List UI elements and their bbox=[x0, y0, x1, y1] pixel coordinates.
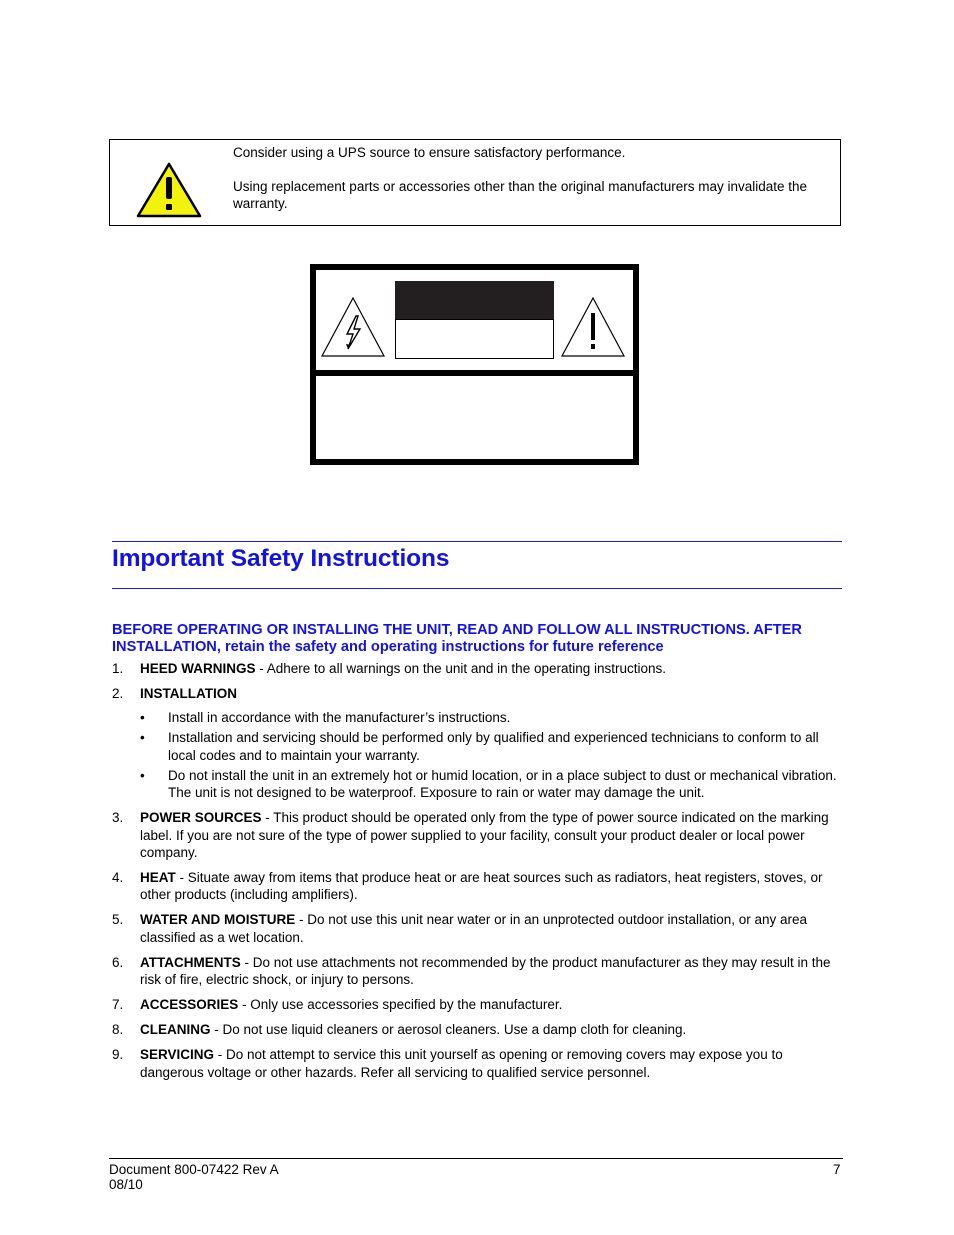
list-item-number: 5. bbox=[112, 912, 124, 928]
label-header-white-panel bbox=[395, 319, 554, 359]
exclamation-triangle-icon bbox=[560, 296, 626, 361]
bullet-text: Installation and servicing should be performed only by qualified and experienced technicians to conform to all local codes and to maintain your warranty. bbox=[168, 730, 819, 763]
list-item-body bbox=[140, 870, 823, 902]
list-item-number: 3. bbox=[112, 810, 124, 826]
bullet-dot: • bbox=[140, 710, 145, 726]
list-item-text: - Only use accessories specified by the manufacturer. bbox=[238, 997, 563, 1013]
list-item-title: HEAT bbox=[140, 870, 176, 886]
list-item-body bbox=[140, 810, 829, 860]
bullet-item bbox=[140, 709, 842, 726]
list-item-body bbox=[140, 1022, 686, 1037]
list-item bbox=[112, 996, 842, 1013]
list-item-number: 1. bbox=[112, 661, 124, 676]
bullet-dot: • bbox=[140, 767, 145, 783]
bullet-text: Install in accordance with the manufacturer’s instructions. bbox=[168, 710, 511, 726]
caution-text-warranty: Using replacement parts or accessories other than the original manufacturers may invalidate the warranty. bbox=[233, 179, 808, 211]
list-item-title: POWER SOURCES bbox=[140, 810, 262, 826]
list-item-title: CLEANING bbox=[140, 1022, 211, 1038]
list-item-body bbox=[140, 955, 831, 987]
footer-document-number: Document 800-07422 Rev A bbox=[109, 1162, 279, 1177]
page-title: Important Safety Instructions bbox=[112, 545, 450, 572]
instruction-list bbox=[112, 660, 842, 1089]
bullet-item bbox=[140, 767, 842, 802]
list-item-body bbox=[140, 661, 666, 676]
list-item-title: WATER AND MOISTURE bbox=[140, 912, 296, 928]
intro-instruction: BEFORE OPERATING OR INSTALLING THE UNIT, READ AND FOLLOW ALL INSTRUCTIONS. AFTER INSTALLATION, retain the safety and operating instructions for future reference bbox=[112, 622, 802, 655]
list-item-text: - Do not use attachments not recommended by the product manufacturer as they may result in the risk of fire, electric shock, or injury to persons. bbox=[140, 954, 831, 988]
list-item-title: ACCESSORIES bbox=[140, 997, 239, 1013]
warning-triangle-icon bbox=[136, 162, 202, 221]
list-item-body bbox=[140, 912, 807, 944]
list-item bbox=[112, 809, 842, 861]
list-item bbox=[112, 1021, 842, 1038]
label-top-section bbox=[316, 270, 633, 370]
electric-shock-warning-label bbox=[310, 264, 639, 465]
list-item-number: 8. bbox=[112, 1022, 124, 1038]
heading-bottom-rule bbox=[112, 588, 842, 589]
list-item-number: 7. bbox=[112, 997, 124, 1013]
list-item bbox=[112, 954, 842, 989]
list-item-title: INSTALLATION bbox=[140, 686, 237, 701]
list-item-text: - Do not attempt to service this unit yourself as opening or removing covers may expose you to dangerous voltage or other hazards. Refer all servicing to qualified service personnel. bbox=[140, 1047, 783, 1080]
heading-top-rule bbox=[112, 541, 842, 542]
list-item-text: - Situate away from items that produce heat or are heat sources such as radiators, heat registers, stoves, or other products (including amplifiers). bbox=[140, 870, 823, 903]
list-item-number: 6. bbox=[112, 954, 124, 970]
bullet-dot: • bbox=[140, 730, 145, 746]
list-item bbox=[112, 685, 842, 802]
list-item-number: 9. bbox=[112, 1047, 124, 1063]
list-item-body bbox=[140, 1047, 783, 1079]
list-item bbox=[112, 1046, 842, 1081]
list-item-body bbox=[140, 686, 237, 701]
list-item bbox=[112, 911, 842, 946]
list-item-body bbox=[140, 997, 562, 1012]
list-item-number: 2. bbox=[112, 686, 124, 701]
list-item bbox=[112, 869, 842, 904]
list-item-text: - Do not use this unit near water or in an unprotected outdoor installation, or any area classified as a wet location. bbox=[140, 912, 808, 945]
list-item bbox=[112, 660, 842, 677]
footer-rule bbox=[109, 1158, 843, 1159]
installation-bullet-list bbox=[140, 709, 842, 801]
list-item-number: 4. bbox=[112, 870, 124, 886]
list-item-text: - This product should be operated only from the type of power source indicated on the marking label. If you are not sure of the type of power supplied to your facility, consult your product dealer or local power company. bbox=[140, 810, 829, 861]
caution-box bbox=[109, 139, 841, 226]
list-item-text: - Do not use liquid cleaners or aerosol cleaners. Use a damp cloth for cleaning. bbox=[210, 1022, 687, 1038]
bullet-text: Do not install the unit in an extremely hot or humid location, or in a place subject to dust or mechanical vibration. The unit is not designed to be waterproof. Exposure to rain or water may damage the unit. bbox=[168, 767, 837, 801]
list-item-title: HEED WARNINGS bbox=[140, 661, 256, 676]
footer-page-number: 7 bbox=[833, 1162, 841, 1177]
caution-text-ups: Consider using a UPS source to ensure satisfactory performance. bbox=[233, 145, 626, 160]
footer-date: 08/10 bbox=[109, 1177, 143, 1192]
lightning-triangle-icon bbox=[320, 296, 386, 361]
list-item-title: SERVICING bbox=[140, 1047, 215, 1063]
list-item-title: ATTACHMENTS bbox=[140, 954, 241, 970]
label-divider bbox=[316, 370, 633, 376]
bullet-item bbox=[140, 729, 842, 764]
label-header-black-panel bbox=[395, 281, 554, 319]
list-item-text: - Adhere to all warnings on the unit and in the operating instructions. bbox=[255, 661, 667, 676]
